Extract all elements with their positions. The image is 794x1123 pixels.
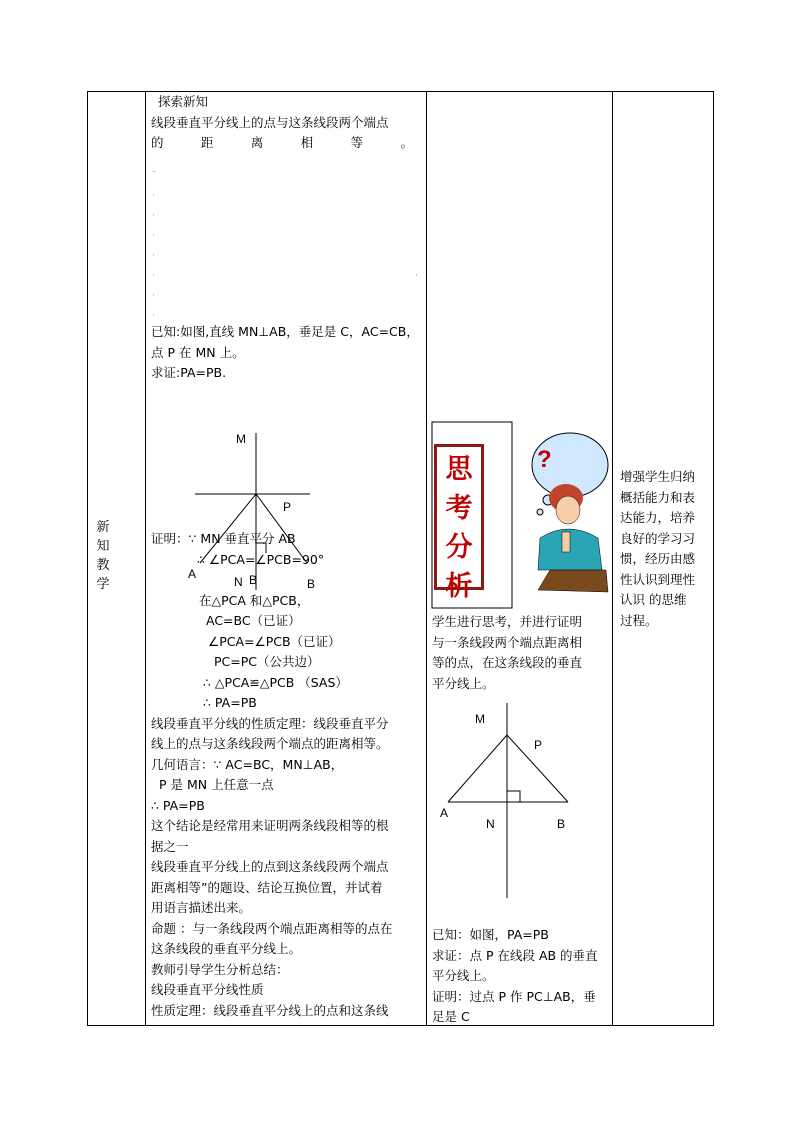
theorem-line: 线上的点与这条线段两个端点的距离相等。 [151,736,389,751]
right-angle-mark [507,791,520,802]
banner-char: 分 [445,532,473,563]
proof-line: 证明：∵ MN 垂直平分 AB [151,531,296,546]
intent-line: 概括能力和表 [620,489,696,505]
prove-line: 平分线上。 [432,968,495,983]
proposition-line: 这条线段的垂直平分线上。 [151,941,302,956]
column-divider-2 [426,92,427,1025]
char: 离 [250,135,264,150]
point-label-B: B [557,817,566,831]
swap-line: 线段垂直平分线上的点到这条线段两个端点 [151,859,389,874]
proof-line: PC=PC（公共边） [214,654,320,669]
activity-line: 与一条线段两个端点距离相 [432,634,583,650]
paragraph-mark: · [152,231,155,241]
paragraph-mark: · [152,191,155,201]
hand-icon [562,532,570,552]
geometry-figure-2 [440,700,580,905]
intent-line: 性认识到理性 [620,571,696,587]
paragraph-mark: · [152,291,155,301]
char: 的 [151,135,164,150]
intent-line: 增强学生归纳 [620,469,696,484]
swap-line: 用语言描述出来。 [151,900,252,915]
guide-line: 教师引导学生分析总结： [151,961,289,977]
char: 相 [300,135,314,150]
face-icon [556,496,580,524]
design-intent [620,467,712,631]
column-divider-3 [612,92,613,1025]
intro-text-justified [151,133,413,154]
proof-line: AC=BC（已证） [206,613,301,628]
paragraph-mark: · [415,271,418,281]
paragraph-mark: · [152,271,155,281]
theorem-tail: 性质定理：线段垂直平分线上的点和这条线 [151,1002,389,1018]
given-line: 已知:如图,直线 MN⊥AB，垂足是 C，AC=CB， [151,324,419,339]
intent-line: 达能力，培养 [620,510,696,525]
summary-line: 线段垂直平分线性质 [151,982,264,997]
proof-line: 足是 C [432,1009,470,1024]
intro-text: 线段垂直平分线上的点与这条线段两个端点 [151,114,389,130]
section-label [94,518,112,594]
prove-line: 求证:PA=PB. [151,365,227,380]
proof-line: 在△PCA 和△PCB， [199,592,310,608]
geometry-language: P 是 MN 上任意一点 [159,777,274,792]
banner-char: 考 [445,493,473,524]
note-line: 据之一 [151,838,189,854]
think-analyze-banner [434,444,484,602]
bubble-dot [537,509,543,515]
given-line: 点 P 在 MN 上。 [151,344,245,360]
activity-line: 学生进行思考，并进行证明 [432,614,583,629]
point-label-M: M [236,432,246,446]
note-line: 这个结论是经常用来证明两条线段相等的根 [151,818,389,833]
point-label-M: M [475,712,485,726]
intent-line: 认识 的思维 [620,592,687,607]
section-heading: 探索新知 [158,94,209,109]
given-block [151,322,423,384]
column-divider-1 [145,92,146,1025]
intent-line: 过程。 [620,612,658,628]
char: 。 [400,135,413,150]
prove-line: 求证：点 P 在线段 AB 的垂直 [432,947,598,963]
theorem-line: 线段垂直平分线的性质定理：线段垂直平分 [151,715,389,731]
paragraph-mark: · [152,311,155,321]
intent-line: 良好的学习习 [620,530,696,546]
teaching-content [151,92,421,154]
desk-icon [538,570,608,592]
activity-line: 等的点，在这条线段的垂直 [432,655,583,670]
segment-PA [448,735,507,802]
proof-line: ∴ ∠PCA=∠PCB=90° [197,551,325,567]
swap-line: 距离相等”的题设、结论互换位置，并试着 [151,879,383,895]
paragraph-mark: · [152,211,155,221]
point-label-N: N [486,817,495,831]
banner-char: 析 [445,571,473,602]
student-activity [432,612,612,694]
reverse-proof [432,925,612,1028]
activity-line: 平分线上。 [432,675,495,691]
char: 等 [350,135,364,150]
proof-line: 证明：过点 P 作 PC⊥AB，垂 [432,988,596,1004]
point-label-A: A [188,567,197,581]
banner-char: 思 [445,454,473,485]
geometry-language: 几何语言：∵ AC=BC，MN⊥AB， [151,756,344,772]
intent-line: 惯，经历由感 [620,551,696,566]
proof-block [151,529,423,1021]
char: 距 [200,135,214,150]
proof-line: ∴ △PCA≌△PCB （SAS） [203,674,348,690]
given-line: 已知：如图，PA=PB [432,927,549,942]
paragraph-mark: ¨ [152,171,157,181]
point-label-N: N [234,575,243,589]
proposition-line: 命题 ：与一条线段两个端点距离相等的点在 [151,920,393,936]
point-label-B: B [307,577,316,591]
point-label-P: P [283,500,292,514]
proof-line: ∴ PA=PB [203,695,257,710]
geometry-language: ∴ PA=PB [151,797,205,813]
point-label-B-small: B [249,573,258,587]
section-label-char: 知 [96,539,110,554]
section-label-char: 学 [96,577,110,592]
point-label-P: P [534,738,543,752]
proof-line: ∠PCA=∠PCB（已证） [208,633,341,649]
point-label-A: A [440,806,449,820]
section-label-char: 教 [96,558,110,573]
paragraph-mark: · [152,251,155,261]
section-label-char: 新 [96,520,110,535]
question-mark-icon: ? [537,446,552,473]
